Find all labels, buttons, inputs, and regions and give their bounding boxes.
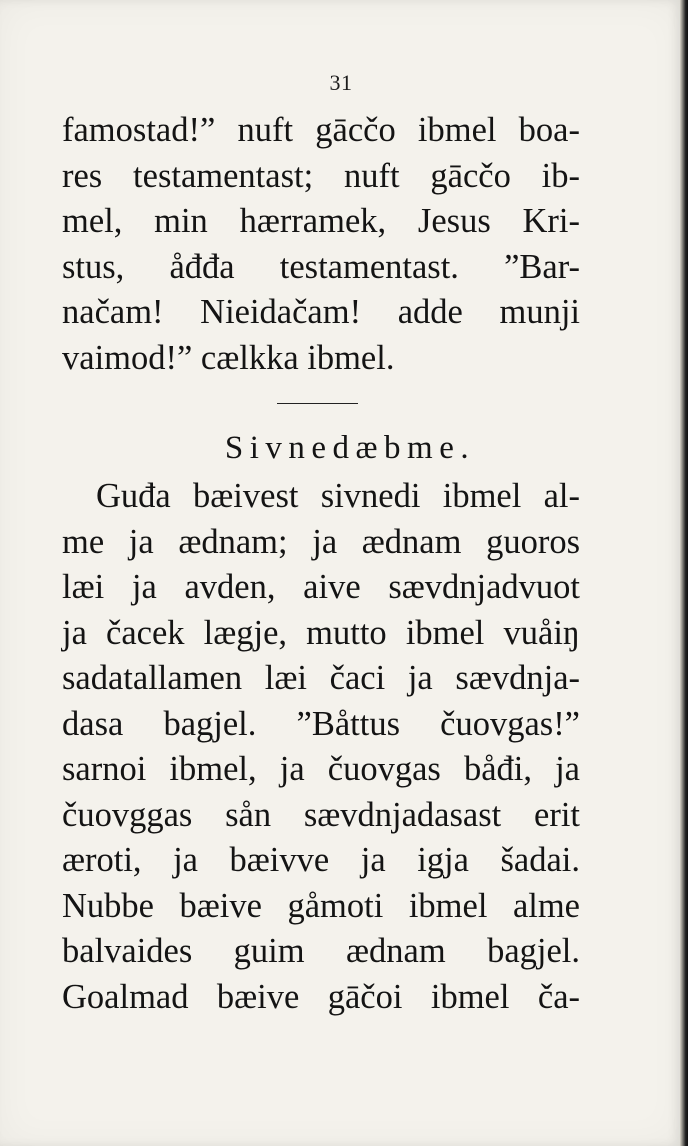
text-line: Guđa bæivest sivnedi ibmel al- <box>96 477 580 515</box>
text-line: ja čacek lægje, mutto ibmel vuåiŋ <box>62 613 580 652</box>
text-line: dasa bagjel. ”Båttus čuovgas!” <box>62 704 580 743</box>
passage-main <box>62 474 580 1020</box>
text-line: Nubbe bæive gåmoti ibmel alme <box>62 886 580 925</box>
text-line: vaimod!” cælkka ibmel. <box>62 338 395 377</box>
text-line: æroti, ja bæivve ja igja šadai. <box>62 841 580 879</box>
text-line: mel, min hærramek, Jesus Kri- <box>62 202 580 240</box>
text-line: res testamentast; nuft gācčo ib- <box>62 156 580 195</box>
text-line: balvaides guim ædnam bagjel. <box>62 932 580 970</box>
text-line: læi ja avden, aive sævdnjadvuot <box>62 568 580 606</box>
section-divider <box>277 403 358 404</box>
text-line: čuovggas sån sævdnjadasast erit <box>62 795 580 834</box>
text-line: načam! Nieidačam! adde munji <box>62 293 580 331</box>
text-line: famostad!” nuft gācčo ibmel boa- <box>62 111 580 149</box>
text-line: stus, åđđa testamentast. ”Bar- <box>62 247 580 286</box>
text-line: sadatallamen læi čaci ja sævdnja- <box>62 659 580 697</box>
text-line: sarnoi ibmel, ja čuovgas båđi, ja <box>62 750 580 788</box>
text-line: me ja ædnam; ja ædnam guoros <box>62 522 580 561</box>
text-line: Goalmad bæive gāčoi ibmel ča- <box>62 977 580 1016</box>
section-heading: Sivnedæbme. <box>224 430 476 466</box>
page-edge <box>680 0 688 1146</box>
page-number: 31 <box>329 70 353 95</box>
passage-top <box>62 108 580 381</box>
